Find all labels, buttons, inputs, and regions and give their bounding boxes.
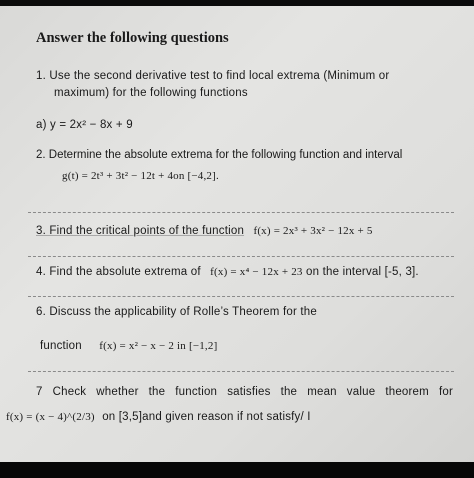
question-2-line-1: 2. Determine the absolute extrema for the following function and interval [36, 149, 403, 161]
question-7-line-1 [36, 385, 453, 399]
question-3-function: f(x) = 2x³ + 3x² − 12x + 5 [253, 225, 373, 237]
question-7-word: for [438, 386, 453, 398]
question-2-function: g(t) = 2t³ + 3t² − 12t + 4on [−4,2]. [62, 170, 219, 182]
page-title: Answer the following questions [36, 30, 229, 46]
question-6-line-1: 6. Discuss the applicability of Rolle’s Theorem for the [36, 306, 317, 318]
question-7-word: 7 [36, 386, 43, 398]
question-4-interval: on the interval [-5, 3]. [306, 266, 419, 278]
question-3-text: 3. Find the critical points of the function [36, 225, 245, 237]
question-1-line-1: 1. Use the second derivative test to find local extrema (Minimum or [36, 70, 390, 82]
question-7-word: satisfies [227, 386, 271, 398]
question-7-word: function [175, 386, 218, 398]
question-6-line-2 [40, 339, 217, 353]
question-7-word: the [280, 386, 298, 398]
bottom-edge [0, 462, 474, 478]
question-7-word: mean [307, 386, 337, 398]
divider [28, 296, 454, 297]
document-page [0, 6, 474, 462]
question-7-line-2 [6, 410, 311, 424]
question-1-part-a: a) y = 2x² − 8x + 9 [36, 119, 133, 131]
question-1-line-2: maximum) for the following functions [54, 87, 248, 99]
question-4 [36, 265, 419, 279]
question-3 [36, 224, 373, 238]
question-7-tail: on [3,5]and given reason if not satisfy/ I [102, 411, 311, 423]
question-7-word: whether [96, 386, 139, 398]
question-6-prefix: function [40, 340, 82, 352]
question-7-word: Check [52, 386, 87, 398]
question-4-text: 4. Find the absolute extrema of [36, 266, 201, 278]
question-7-word: the [148, 386, 166, 398]
divider [28, 256, 454, 257]
question-6-function: f(x) = x² − x − 2 in [−1,2] [99, 340, 218, 352]
question-7-word: value [346, 386, 376, 398]
question-7-word: theorem [385, 386, 429, 398]
divider [28, 212, 454, 213]
divider [28, 371, 454, 372]
question-7-function: f(x) = (x − 4)^(2/3) [6, 411, 95, 423]
question-4-function: f(x) = x⁴ − 12x + 23 [210, 266, 303, 278]
